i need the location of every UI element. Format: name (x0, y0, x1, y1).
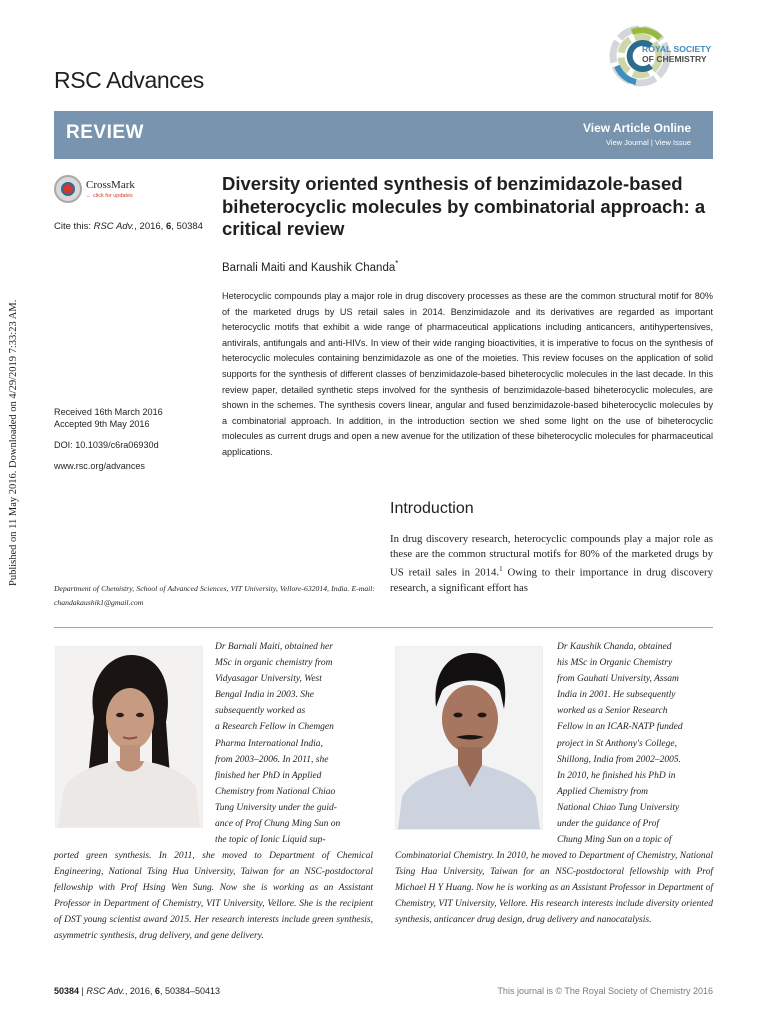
view-journal-issue-links[interactable]: View Journal | View Issue (605, 138, 691, 147)
received-dates (54, 407, 163, 430)
introduction-heading: Introduction (390, 500, 474, 517)
copyright-notice: This journal is © The Royal Society of Chemistry 2016 (497, 986, 713, 996)
bio-top-barnali-maiti: Dr Barnali Maiti, obtained her MSc in organic chemistry from Vidyasagar University, West Bengal India in 2003. She subsequently worked as a Research Fellow in Chemgen Pharma International India, from 2003–2006. In 2011, she finished her PhD in Applied Chemistry from National Chiao Tung University under the guid- ance of Prof Chung Ming Sun on the topic of Ionic Liquid sup- (215, 642, 341, 846)
bio-top-kaushik-chanda: Dr Kaushik Chanda, obtained his MSc in Organic Chemistry from Gauhati University, Assam India in 2001. He subsequently worked as a Senior Research Fellow in an ICAR-NATP funded project in St Anthony's College, Shillong, India from 2002–2005. In 2010, he finished his PhD in Applied Chemistry from National Chiao Tung University under the guidance of Prof Chung Ming Sun on a topic of (557, 642, 683, 846)
abstract: Heterocyclic compounds play a major role in drug discovery processes as these are the common structural motif for 80% of the marketed drugs by US retail sales in 2014. Benzimidazole and its derivatives are regarded as important heterocyclic motifs that exhibit a wide range of pharmaceutical applications including anticancers, antihypertensives, antivirals, antifungals and anti-HIVs. In view of their wide ranging bioactivities, it is imperative to focus on the synthesis of heterocyclic molecules containing benzimidazole as one of the moieties. This review focuses on the application of solid supports for the synthesis of different classes of benzimidazole-based biheterocyclic molecules in the last decade. In this review paper, detailed synthetic steps involved for the synthesis of benzimidazole-based biheterocyclic molecules, are shown in the schemes. The synthesis covers linear, angular and fused benzimidazole-based biheterocyclic molecules by a combinatorial approach. In addition, in the introduction section we shed some light on the use of biheterocyclic molecules as current drugs and open a new avenue for the utilization of these biheterocyclic molecules for pharmaceutical applications. (222, 291, 713, 457)
portrait-woman-icon (56, 647, 202, 827)
journal-website-link[interactable]: www.rsc.org/advances (54, 461, 145, 471)
affiliation-note: Department of Chemistry, School of Advanced Sciences, VIT University, Vellore-632014, India. E-mail: chandakaushik1@gmail.com (54, 584, 375, 607)
author-list: Barnali Maiti and Kaushik Chanda* (222, 259, 399, 274)
logo-line-2: OF CHEMISTRY (642, 54, 707, 64)
view-article-online-link[interactable]: View Article Online (582, 121, 691, 135)
crossmark-subtitle: ← click for updates (86, 193, 133, 199)
portrait-man-icon (396, 647, 542, 829)
doi[interactable]: DOI: 10.1039/c6ra06930d (54, 440, 159, 450)
rsc-logo[interactable] (608, 20, 716, 92)
logo-line-1: ROYAL SOCIETY (642, 44, 712, 54)
crossmark-icon (54, 175, 82, 203)
section-divider (54, 627, 713, 628)
download-stamp: Published on 11 May 2016. Downloaded on 4/29/2019 7:33:23 AM. (8, 299, 19, 587)
crossmark-title: CrossMark (86, 179, 135, 191)
author-photo-kaushik-chanda (395, 646, 543, 830)
received-date: Received 16th March 2016 (54, 407, 163, 417)
crossmark-button[interactable] (54, 175, 144, 207)
section-label: REVIEW (66, 122, 144, 143)
accepted-date: Accepted 9th May 2016 (54, 418, 150, 429)
page-footer-citation: 50384 | RSC Adv., 2016, 6, 50384–50413 (54, 986, 220, 996)
introduction-paragraph: In drug discovery research, heterocyclic compounds play a major role as these are the common structural motifs for 80% of the marketed drugs by US retail sales in 2014.$^1$ Owing to their importance in drug discovery research, a significant effort has (390, 533, 713, 595)
citation: Cite this: RSC Adv., 2016, 6, 50384 (54, 221, 203, 232)
reference-link[interactable]: 1 (499, 565, 503, 574)
author-photo-barnali-maiti (55, 646, 203, 828)
article-title: Diversity oriented synthesis of benzimidazole-based biheterocyclic molecules by combinatorial approach: a critical review (222, 173, 706, 239)
bio-bottom-kaushik-chanda: Combinatorial Chemistry. In 2010, he moved to Department of Chemistry, National Tsing Hua University, Taiwan for an NSC-postdoctoral fellowship with Prof Michael H Y Huang. Now he is working as an Assistant Professor in Department of Chemistry, VIT University, Vellore. His research interests include diversity oriented synthesis, anticancer drug design, drug delivery and nanocatalysis. (395, 851, 713, 926)
review-banner (54, 111, 713, 159)
journal-title: RSC Advances (54, 67, 204, 93)
bio-bottom-barnali-maiti: ported green synthesis. In 2011, she moved to Department of Chemical Engineering, National Tsing Hua University, Taiwan for an NSC-postdoctoral fellowship with Prof Hsing Wen Sung. Now she is working as an Assistant Professor in Department of Chemistry, VIT University, Vellore. She is the recipient of DST young scientist award 2015. Her research interests include green synthesis, asymmetric synthesis, drug delivery, and gene delivery. (54, 851, 373, 942)
